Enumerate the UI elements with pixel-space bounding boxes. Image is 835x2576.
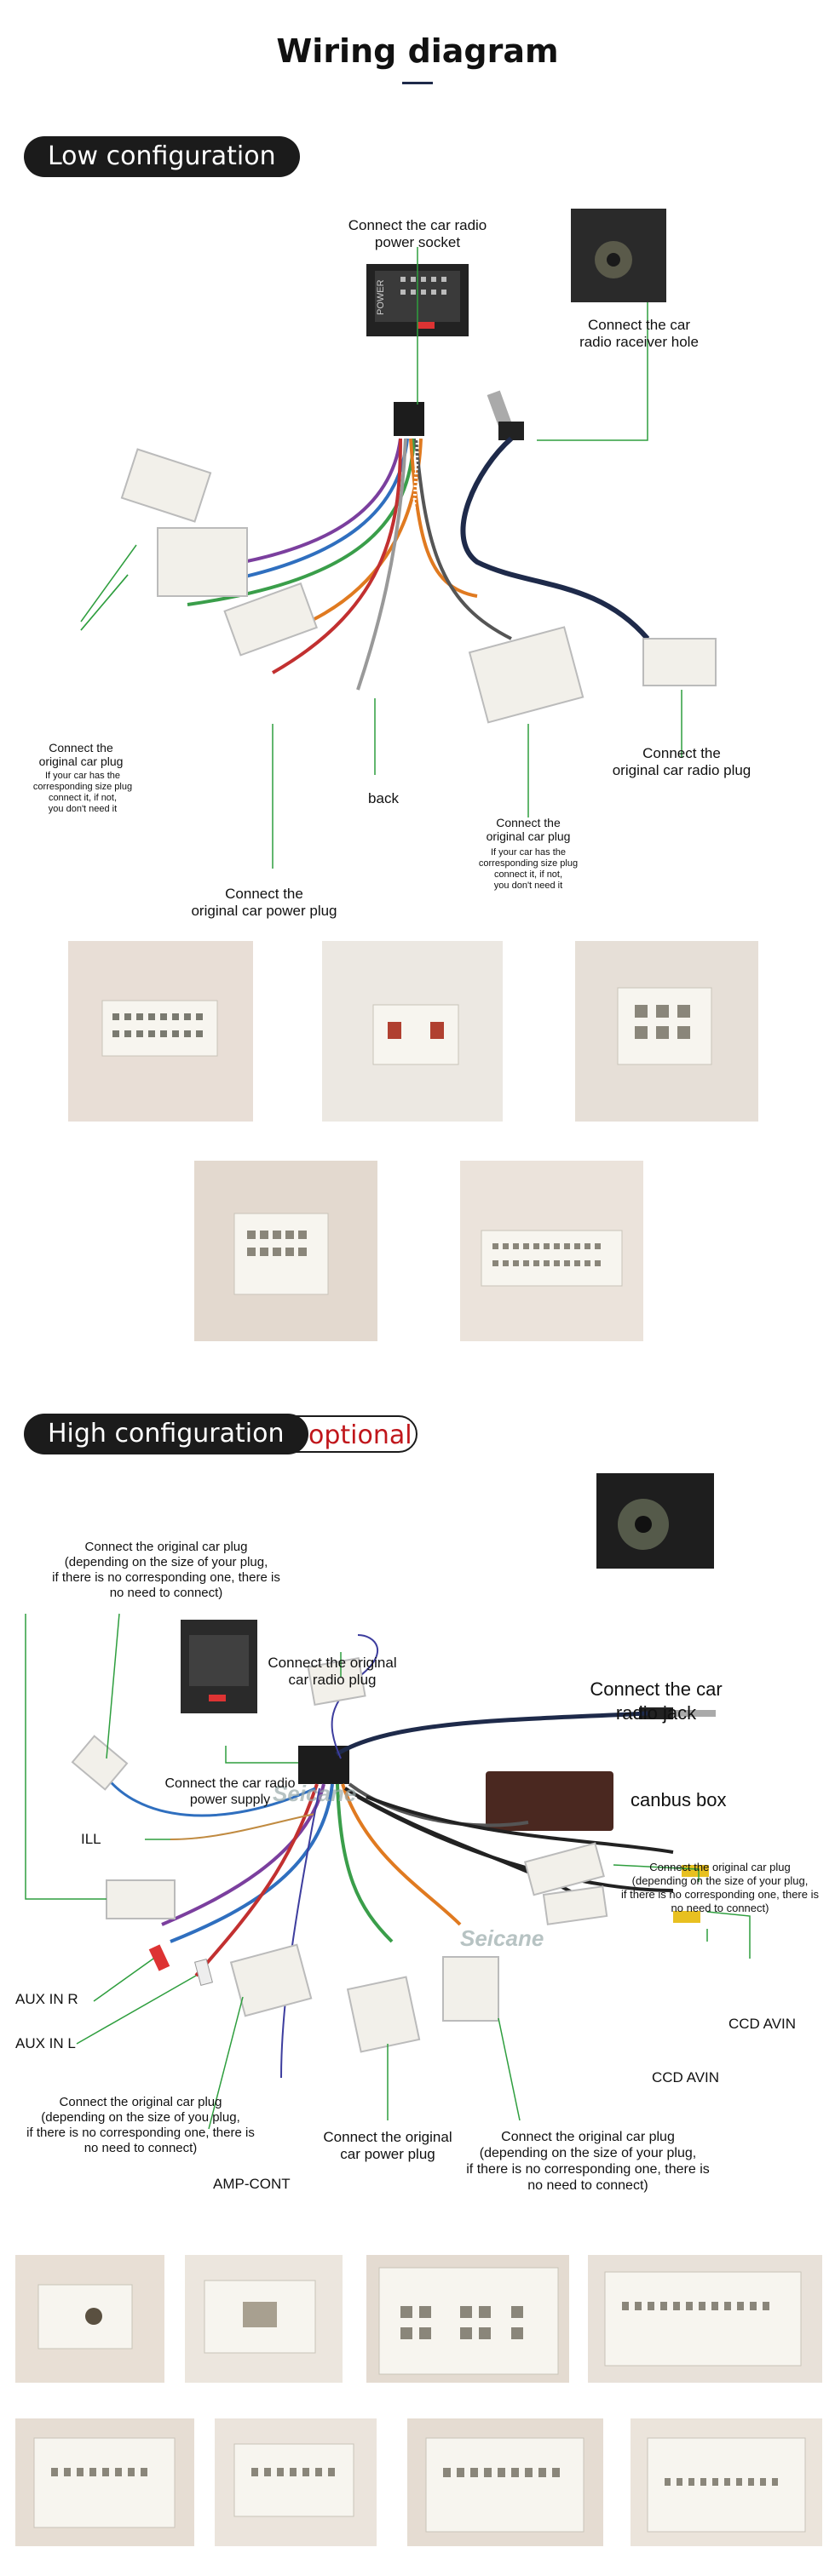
label-radio-power-socket: Connect the car radio power socket: [348, 217, 487, 250]
title-underline: [402, 82, 433, 84]
low-photo-4: [194, 1161, 377, 1341]
label-orig-plug-bottom-left: Connect the original car plug (depending on the size of you plug, if there is no corresponding one, there is no need to connect): [26, 2095, 255, 2155]
high-photo-1: [15, 2255, 164, 2383]
page-title: Wiring diagram: [276, 32, 559, 70]
canbus-box-shape: [486, 1771, 613, 1831]
low-photo-1: [68, 941, 253, 1122]
high-config-pill: High configuration: [24, 1414, 308, 1454]
label-orig-radio-plug-high: Connect the original car radio plug: [268, 1655, 397, 1688]
label-orig-plug-left: Connect the original car plug: [38, 741, 124, 768]
watermark-1: Seicane: [273, 1781, 357, 1806]
label-canbus: canbus box: [631, 1789, 727, 1810]
low-photo-3: [575, 941, 758, 1122]
label-orig-plug-mid: Connect the original car plug: [486, 816, 571, 843]
label-orig-plug-right: Connect the original car plug (depending on the size of your plug, if there is no corresponding one, there is no need to connect): [621, 1861, 819, 1914]
low-connectors: [122, 450, 716, 723]
svg-text:POWER: POWER: [376, 279, 386, 315]
note-orig-plug-mid: If your car has the corresponding size plug connect it, if not, you don't need it: [478, 847, 579, 891]
high-photo-5: [15, 2418, 194, 2546]
label-radio-jack: Connect the car radio jack: [590, 1678, 723, 1724]
high-photo-8: [631, 2418, 822, 2546]
label-receiver-hole: Connect the car radio raceiver hole: [579, 317, 699, 350]
label-orig-power-plug-high: Connect the original car power plug: [323, 2129, 452, 2162]
high-photo-3: [366, 2255, 569, 2383]
label-orig-radio-plug: Connect the original car radio plug: [612, 745, 752, 778]
low-photo-2: [322, 941, 503, 1122]
harness-top-connector: [394, 402, 424, 436]
low-connector-photos: [0, 941, 835, 1350]
antenna-plug: [487, 390, 524, 440]
label-orig-plug-top: Connect the original car plug (depending on the size of your plug, if there is no corresponding one, there is no need to connect): [52, 1540, 280, 1600]
radio-jack-photo: [596, 1473, 714, 1569]
note-orig-plug-left: If your car has the corresponding size plug connect it, if not, you don't need it: [32, 771, 133, 814]
low-photo-5: [460, 1161, 643, 1341]
power-supply-photo: [181, 1620, 257, 1713]
label-orig-power-plug: Connect the original car power plug: [191, 886, 337, 919]
label-ccd-avin-2: CCD AVIN: [652, 2069, 720, 2085]
label-ccd-avin-1: CCD AVIN: [728, 2016, 797, 2032]
high-photo-7: [407, 2418, 603, 2546]
watermark-2: Seicane: [460, 1925, 544, 1951]
optional-pill: optional: [256, 1415, 418, 1453]
label-orig-plug-bottom-right: Connect the original car plug (depending on the size of your plug, if there is no corresponding one, there is no need to connect): [466, 2130, 710, 2193]
label-ill: ILL: [81, 1831, 101, 1847]
label-back: back: [368, 790, 399, 806]
high-photo-2: [185, 2255, 343, 2383]
label-radio-power-supply: Connect the car radio power supply: [164, 1776, 296, 1807]
label-aux-l: AUX IN L: [15, 2035, 76, 2051]
low-config-pill: Low configuration: [24, 136, 300, 177]
label-aux-r: AUX IN R: [15, 1991, 78, 2007]
high-photo-6: [215, 2418, 377, 2546]
receiver-hole-photo: [571, 209, 666, 302]
high-connector-photos: [0, 2255, 835, 2570]
high-photo-4: [588, 2255, 822, 2383]
label-amp-cont: AMP-CONT: [213, 2176, 291, 2192]
low-wiring-diagram: [0, 196, 835, 928]
